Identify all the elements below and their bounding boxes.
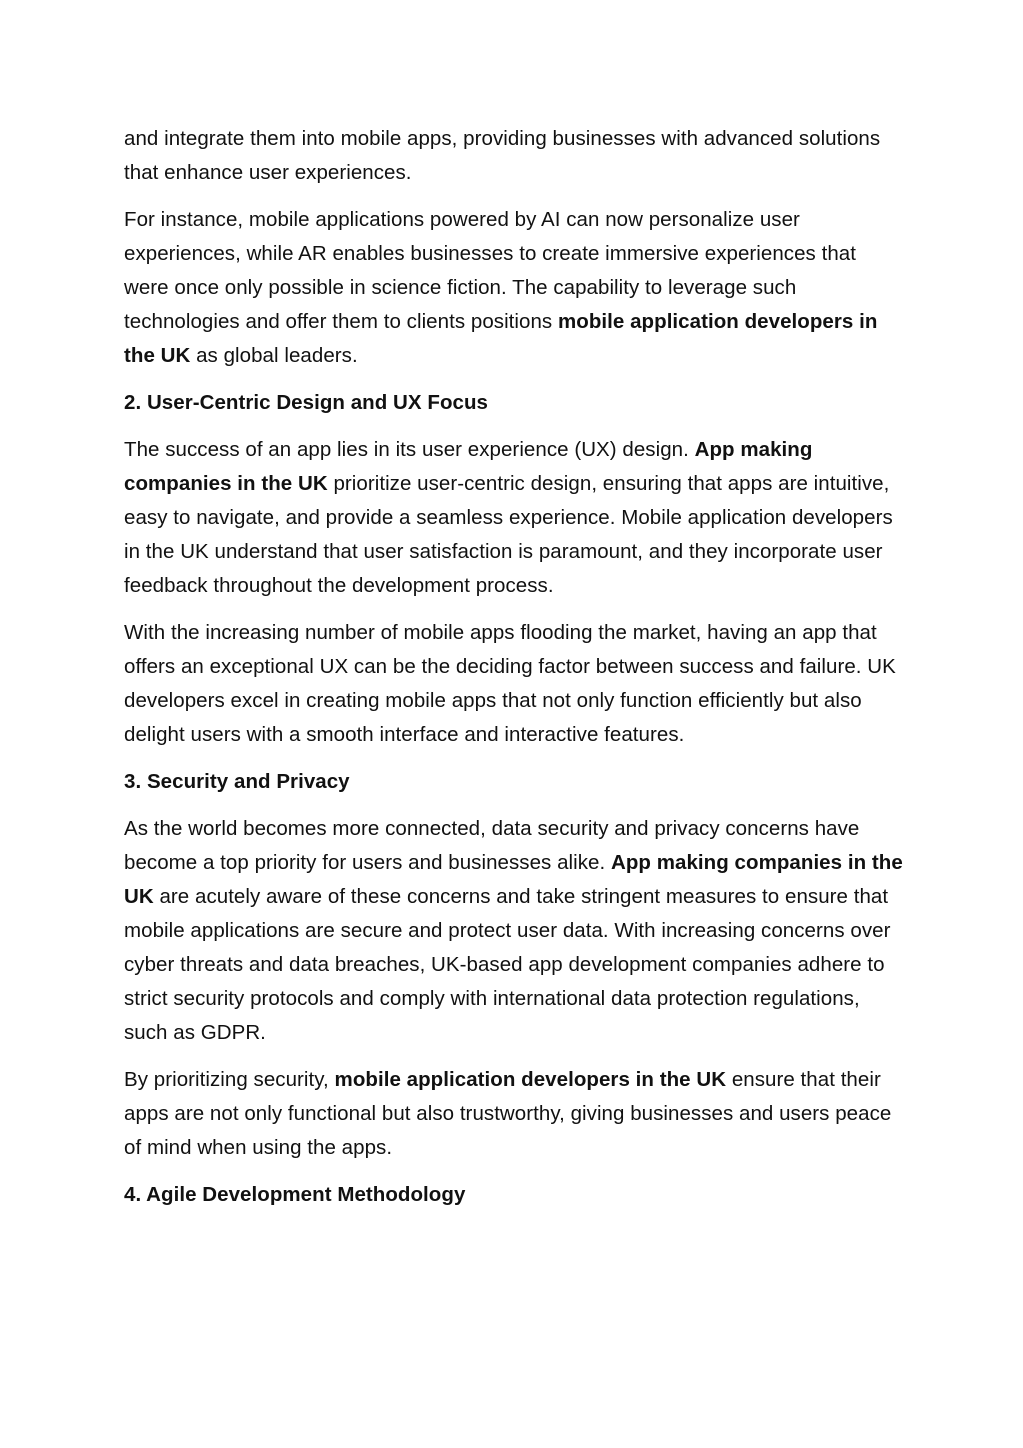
- bold-phrase: App making companies in the UK: [124, 438, 813, 495]
- bold-phrase: mobile application developers in the UK: [334, 1068, 727, 1091]
- paragraph-text: By prioritizing security,: [124, 1068, 335, 1091]
- document-page: [124, 122, 904, 1225]
- bold-phrase: App making companies in the UK: [124, 851, 903, 908]
- paragraph-security-concerns: [124, 812, 904, 1050]
- paragraph-text: For instance, mobile applications powered by AI can now personalize user experiences, while AR enables businesses to create immersive experiences that were once only possible in science fiction. The capability to leverage such technologies and offer them to clients positions: [124, 208, 856, 333]
- paragraph-ux-market: [124, 616, 904, 752]
- paragraph-text: as global leaders.: [190, 344, 358, 367]
- section-heading-ux: 2. User-Centric Design and UX Focus: [124, 391, 489, 414]
- paragraph-text: With the increasing number of mobile apps flooding the market, having an app that offers an exceptional UX can be the deciding factor between success and failure. UK developers excel in creating mobile apps that not only function efficiently but also delight users with a smooth interface and interactive features.: [124, 621, 896, 746]
- bold-phrase: mobile application developers in the UK: [124, 310, 878, 367]
- paragraph-text: prioritize user-centric design, ensuring that apps are intuitive, easy to navigate, and provide a seamless experience. Mobile application developers in the UK understand that user satisfaction is paramount, and they incorporate user feedback throughout the development process.: [124, 472, 893, 597]
- paragraph-text: ensure that their apps are not only functional but also trustworthy, giving businesses and users peace of mind when using the apps.: [124, 1068, 892, 1159]
- paragraph-text: As the world becomes more connected, data security and privacy concerns have become a top priority for users and businesses alike.: [124, 817, 860, 874]
- section-heading-security: 3. Security and Privacy: [124, 770, 350, 793]
- section-heading-agile: 4. Agile Development Methodology: [124, 1183, 466, 1206]
- paragraph-intro-continuation: [124, 122, 904, 190]
- paragraph-ai-ar-example: [124, 203, 904, 373]
- paragraph-text: and integrate them into mobile apps, providing businesses with advanced solutions that enhance user experiences.: [124, 127, 881, 184]
- paragraph-text: are acutely aware of these concerns and take stringent measures to ensure that mobile applications are secure and protect user data. With increasing concerns over cyber threats and data breaches, UK-based app development companies adhere to strict security protocols and comply with international data protection regulations, such as GDPR.: [124, 885, 891, 1044]
- paragraph-ux-success: [124, 433, 904, 603]
- paragraph-security-priority: [124, 1063, 904, 1165]
- paragraph-text: The success of an app lies in its user experience (UX) design.: [124, 438, 695, 461]
